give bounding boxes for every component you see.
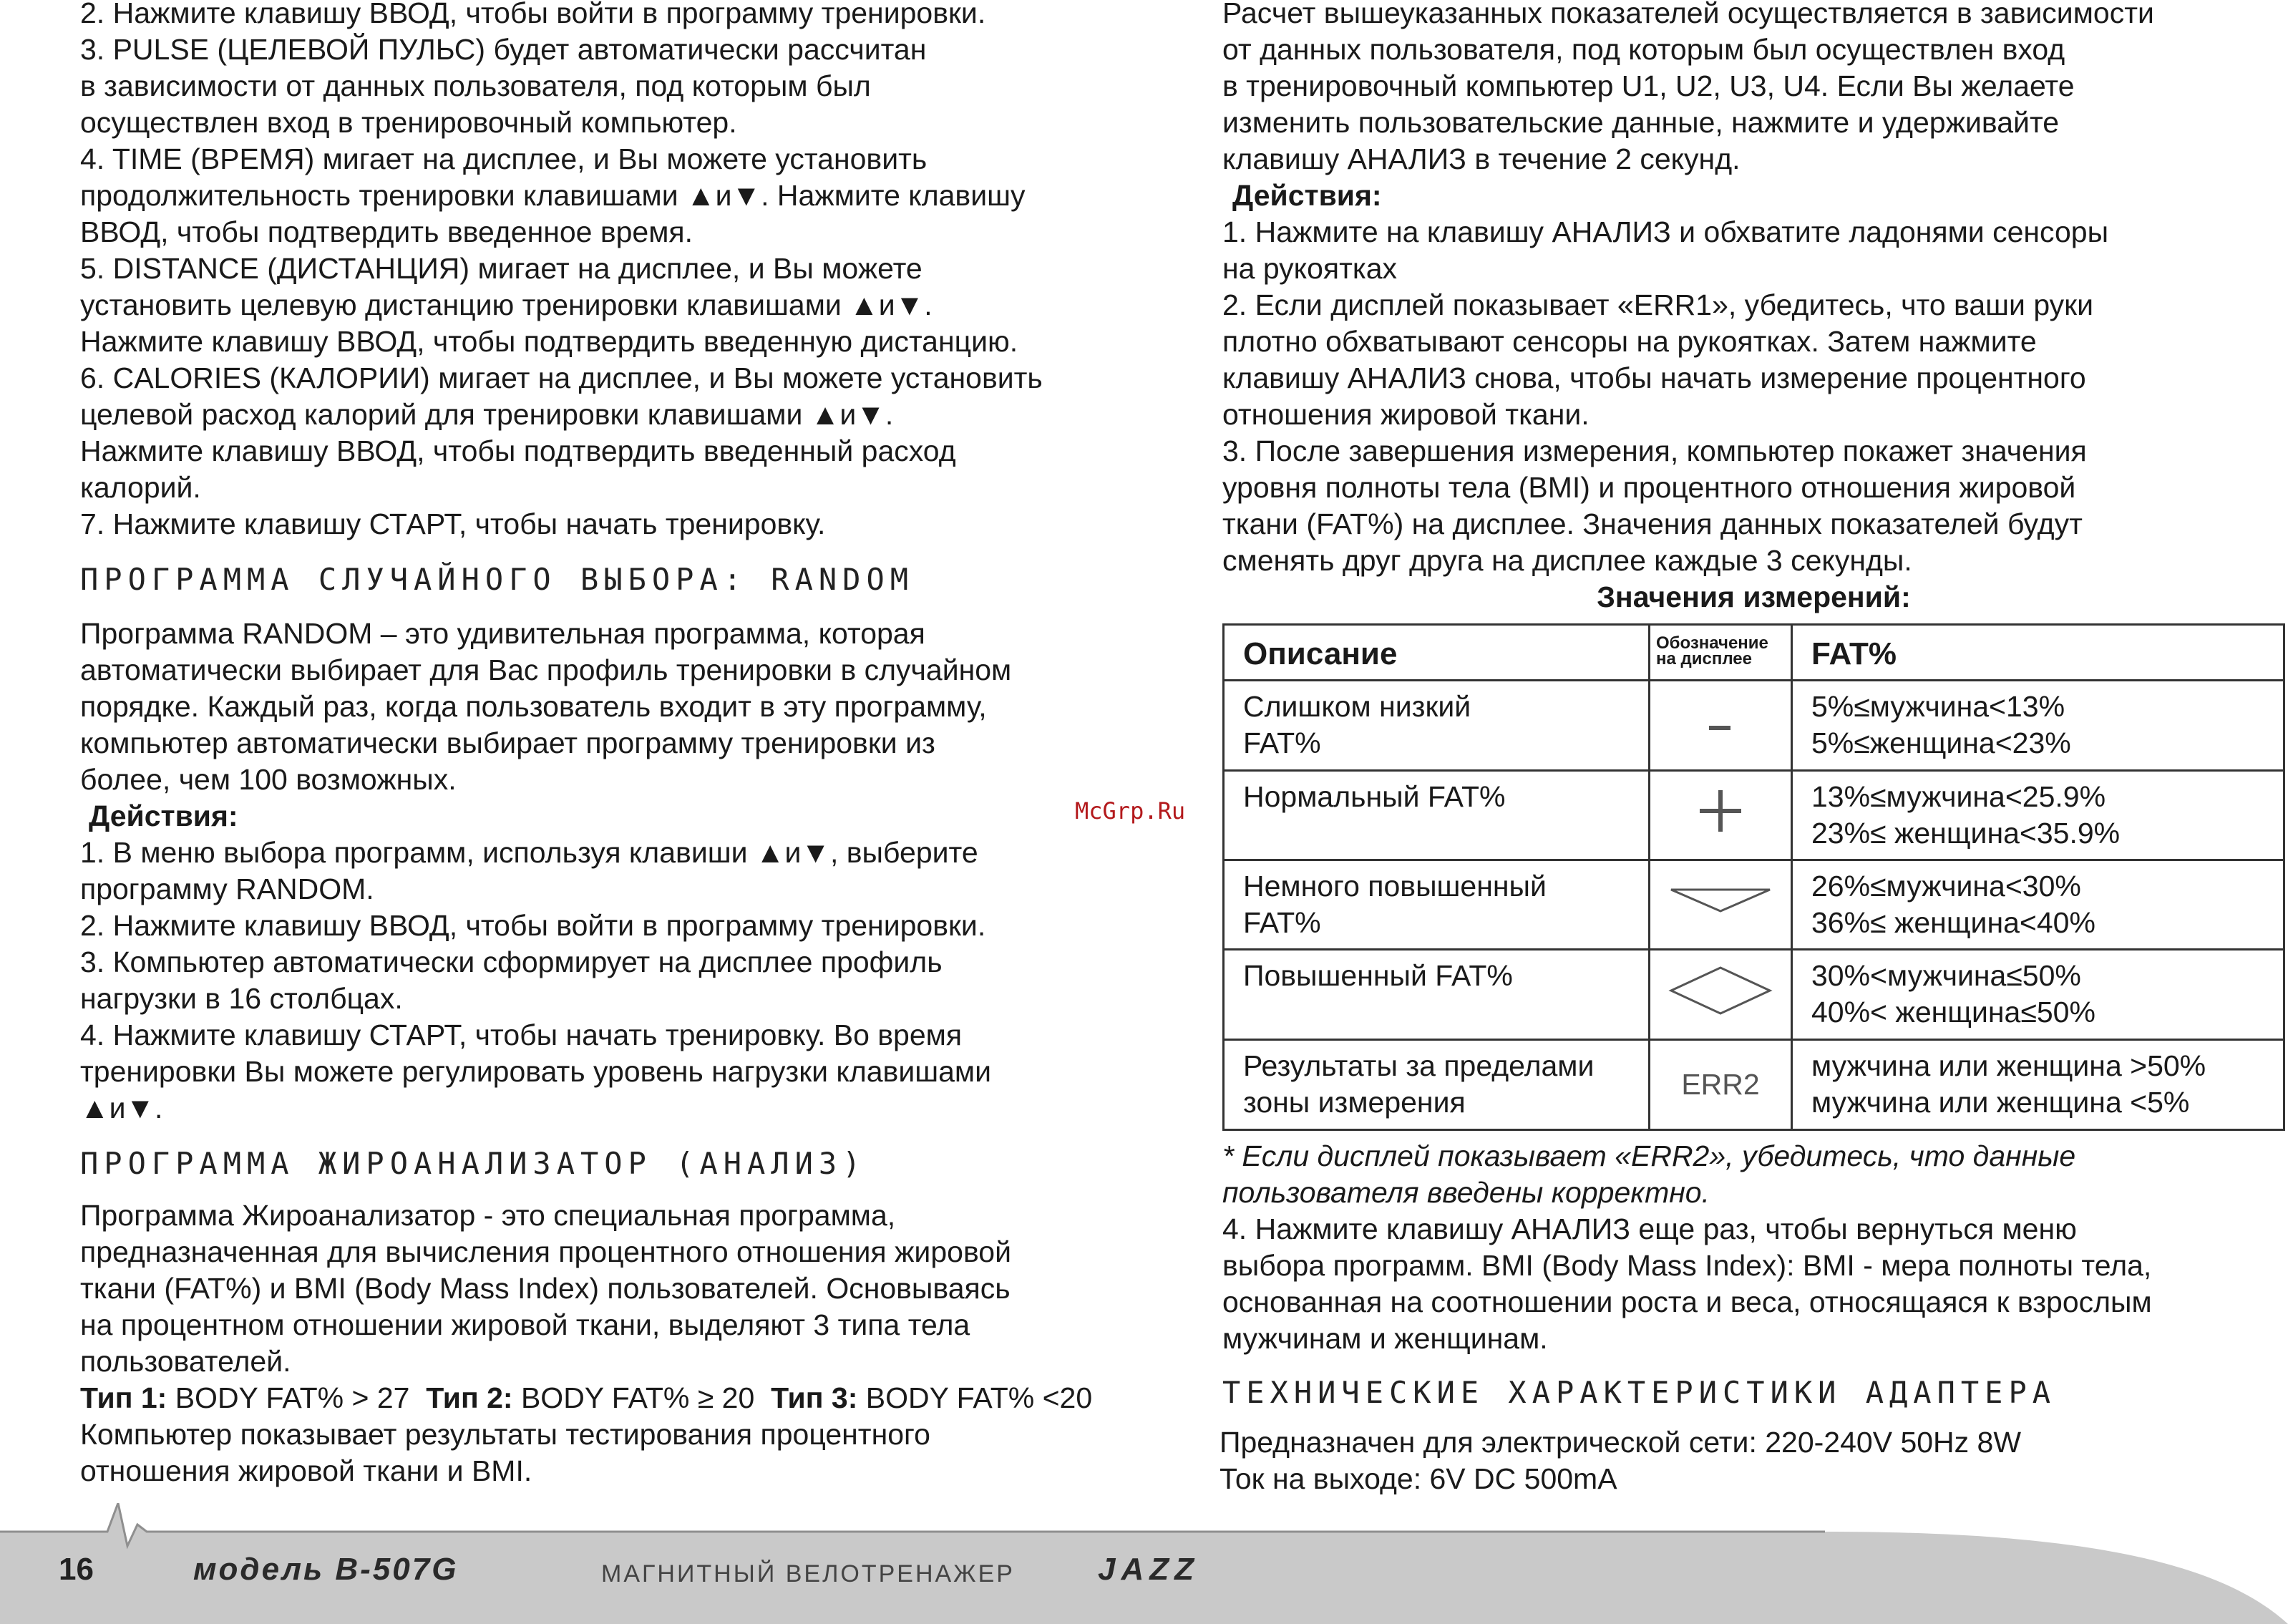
text-line: осуществлен вход в тренировочный компьютер. bbox=[80, 106, 737, 139]
text-line: ткани (FAT%) и BMI (Body Mass Index) пользователей. Основываясь bbox=[80, 1272, 1011, 1305]
text-line: тренировки Вы можете регулировать уровень нагрузки клавишами bbox=[80, 1055, 992, 1088]
text-line: Ток на выходе: 6V DC 500mA bbox=[1220, 1462, 1617, 1495]
fat-line: 13%≤мужчина<25.9% bbox=[1811, 780, 2106, 813]
table-header-row bbox=[1224, 625, 2284, 681]
text-line: основанная на соотношении роста и веса, относящаяся к взрослым bbox=[1222, 1285, 2152, 1318]
row-description bbox=[1224, 860, 1650, 950]
text-line: Программа Жироанализатор - это специальная программа, bbox=[80, 1199, 896, 1232]
type3-text: BODY FAT% <20 bbox=[857, 1381, 1093, 1414]
text-line: 2. Нажмите клавишу ВВОД, чтобы войти в программу тренировки. bbox=[80, 0, 986, 29]
text-line: ▲и▼. bbox=[80, 1091, 163, 1124]
table-row bbox=[1224, 860, 2284, 950]
note-line: * Если дисплей показывает «ERR2», убедитесь, что данные bbox=[1222, 1139, 2076, 1172]
fat-line: 40%< женщина≤50% bbox=[1811, 996, 2095, 1029]
actions-label: Действия: bbox=[1232, 179, 1382, 212]
text-line: отношения жировой ткани и BMI. bbox=[80, 1454, 532, 1487]
fat-line: 36%≤ женщина<40% bbox=[1811, 906, 2095, 939]
text-line: 7. Нажмите клавишу СТАРТ, чтобы начать тренировку. bbox=[80, 507, 826, 540]
type1-text: BODY FAT% > 27 bbox=[167, 1381, 427, 1414]
fat-line: мужчина или женщина <5% bbox=[1811, 1086, 2190, 1119]
fat-line: 23%≤ женщина<35.9% bbox=[1811, 817, 2121, 850]
text-line: предназначенная для вычисления процентного отношения жировой bbox=[80, 1235, 1011, 1268]
desc-line: Слишком низкий bbox=[1243, 690, 1471, 723]
text-line: выбора программ. BMI (Body Mass Index): BMI - мера полноты тела, bbox=[1222, 1249, 2152, 1282]
text-line: Нажмите клавишу ВВОД, чтобы подтвердить введенную дистанцию. bbox=[80, 325, 1018, 358]
text-line: 5. DISTANCE (ДИСТАНЦИЯ) мигает на дисплее, и Вы можете bbox=[80, 252, 922, 285]
text-line: клавишу АНАЛИЗ снова, чтобы начать измерение процентного bbox=[1222, 361, 2086, 394]
text-line: нагрузки в 16 столбцах. bbox=[80, 982, 403, 1015]
desc-line: Результаты за пределами bbox=[1243, 1049, 1595, 1082]
table-row bbox=[1224, 1040, 2284, 1130]
text-line: 4. Нажмите клавишу СТАРТ, чтобы начать тренировку. Во время bbox=[80, 1018, 963, 1051]
adapter-heading: ТЕХНИЧЕСКИЕ ХАРАКТЕРИСТИКИ АДАПТЕРА bbox=[1222, 1375, 2057, 1410]
product-name: МАГНИТНЫЙ ВЕЛОТРЕНАЖЕР bbox=[601, 1560, 1015, 1587]
text-line: 3. Компьютер автоматически сформирует на дисплее профиль bbox=[80, 945, 943, 978]
text-line: программу RANDOM. bbox=[80, 872, 374, 905]
text-line: порядке. Каждый раз, когда пользователь входит в эту программу, bbox=[80, 690, 987, 723]
type2-text: BODY FAT% ≥ 20 bbox=[512, 1381, 771, 1414]
text-line: на рукоятках bbox=[1222, 252, 1397, 285]
note-line: пользователя введены корректно. bbox=[1222, 1176, 1710, 1209]
type1-label: Тип 1: bbox=[80, 1381, 167, 1414]
text-line: 6. CALORIES (КАЛОРИИ) мигает на дисплее, и Вы можете установить bbox=[80, 361, 1043, 394]
desc-line: зоны измерения bbox=[1243, 1086, 1466, 1119]
triangle-down-symbol-icon bbox=[1650, 860, 1792, 950]
text-line: от данных пользователя, под которым был осуществлен вход bbox=[1222, 33, 2065, 66]
actions-label: Действия: bbox=[89, 799, 238, 832]
text-line: Нажмите клавишу ВВОД, чтобы подтвердить введенный расход bbox=[80, 434, 956, 467]
text-line: калорий. bbox=[80, 471, 201, 504]
row-fat bbox=[1792, 771, 2284, 860]
body-types-line bbox=[80, 1380, 1225, 1416]
fat-analyzer-description bbox=[80, 1197, 1225, 1489]
text-line: на процентном отношении жировой ткани, выделяют 3 типа тела bbox=[80, 1308, 970, 1341]
text-line: отношения жировой ткани. bbox=[1222, 398, 1590, 431]
intro-steps bbox=[80, 0, 1225, 543]
text-line: в зависимости от данных пользователя, под которым был bbox=[80, 69, 871, 102]
text-line: 1. Нажмите на клавишу АНАЛИЗ и обхватите ладонями сенсоры bbox=[1222, 215, 2109, 248]
text-line: 1. В меню выбора программ, используя клавиши ▲и▼, выберите bbox=[80, 836, 978, 869]
text-line: изменить пользовательские данные, нажмите и удерживайте bbox=[1222, 106, 2060, 139]
watermark: McGrp.Ru bbox=[1075, 797, 1186, 825]
text-line: 3. После завершения измерения, компьютер покажет значения bbox=[1222, 434, 2087, 467]
text-line: 3. PULSE (ЦЕЛЕВОЙ ПУЛЬС) будет автоматически рассчитан bbox=[80, 33, 927, 66]
text-line: в тренировочный компьютер U1, U2, U3, U4. Если Вы желаете bbox=[1222, 69, 2075, 102]
right-intro bbox=[1222, 0, 2288, 616]
minus-symbol-icon bbox=[1650, 681, 1792, 771]
desc-line: Немного повышенный bbox=[1243, 870, 1547, 903]
fat-line: мужчина или женщина >50% bbox=[1811, 1049, 2206, 1082]
page-number: 16 bbox=[59, 1552, 94, 1587]
diamond-symbol-icon bbox=[1650, 950, 1792, 1040]
text-line: 4. Нажмите клавишу АНАЛИЗ еще раз, чтобы вернуться меню bbox=[1222, 1212, 2077, 1245]
table-row bbox=[1224, 681, 2284, 771]
text-line: Расчет вышеуказанных показателей осуществляется в зависимости bbox=[1222, 0, 2154, 29]
text-line: мужчинам и женщинам. bbox=[1222, 1322, 1548, 1355]
text-line: ткани (FAT%) на дисплее. Значения данных показателей будут bbox=[1222, 507, 2083, 540]
adapter-specs bbox=[1220, 1424, 2279, 1497]
header-fat: FAT% bbox=[1792, 625, 2284, 681]
text-line: более, чем 100 возможных. bbox=[80, 763, 457, 796]
text-line: пользователей. bbox=[80, 1345, 291, 1378]
text-line: сменять друг друга на дисплее каждые 3 секунды. bbox=[1222, 544, 1912, 577]
row-description bbox=[1224, 1040, 1650, 1130]
fat-line: 26%≤мужчина<30% bbox=[1811, 870, 2081, 903]
table-caption: Значения измерений: bbox=[1597, 580, 1911, 613]
brand-logo: JAZZ bbox=[1098, 1552, 1199, 1587]
text-line: Программа RANDOM – это удивительная программа, которая bbox=[80, 617, 925, 650]
header-display-symbol: Обозначение на дисплее bbox=[1650, 625, 1792, 681]
err2-symbol: ERR2 bbox=[1650, 1040, 1792, 1130]
text-line: целевой расход калорий для тренировки клавишами ▲и▼. bbox=[80, 398, 894, 431]
plus-symbol-icon bbox=[1650, 771, 1792, 860]
fat-analyzer-heading: ПРОГРАММА ЖИРОАНАЛИЗАТОР (АНАЛИЗ) bbox=[80, 1146, 867, 1181]
text-line: автоматически выбирает для Вас профиль тренировки в случайном bbox=[80, 653, 1012, 686]
row-fat bbox=[1792, 950, 2284, 1040]
row-fat bbox=[1792, 860, 2284, 950]
text-line: Компьютер показывает результаты тестирования процентного bbox=[80, 1418, 930, 1451]
text-line: 2. Нажмите клавишу ВВОД, чтобы войти в программу тренировки. bbox=[80, 909, 986, 942]
type2-label: Тип 2: bbox=[426, 1381, 513, 1414]
header-description: Описание bbox=[1224, 625, 1650, 681]
row-description bbox=[1224, 771, 1650, 860]
text-line: компьютер автоматически выбирает программу тренировки из bbox=[80, 726, 935, 759]
fat-line: 5%≤женщина<23% bbox=[1811, 726, 2071, 759]
text-line: плотно обхватывают сенсоры на рукоятках. Затем нажмите bbox=[1222, 325, 2037, 358]
table-row bbox=[1224, 950, 2284, 1040]
row-fat bbox=[1792, 681, 2284, 771]
text-line: ВВОД, чтобы подтвердить введенное время. bbox=[80, 215, 693, 248]
row-description bbox=[1224, 681, 1650, 771]
model-label: модель B-507G bbox=[193, 1552, 459, 1587]
desc-line: FAT% bbox=[1243, 726, 1321, 759]
text-line: Предназначен для электрической сети: 220-240V 50Hz 8W bbox=[1220, 1426, 2022, 1459]
fat-line: 30%<мужчина≤50% bbox=[1811, 959, 2081, 992]
type3-label: Тип 3: bbox=[771, 1381, 858, 1414]
fat-line: 5%≤мужчина<13% bbox=[1811, 690, 2065, 723]
desc-line: FAT% bbox=[1243, 906, 1321, 939]
desc-line: Нормальный FAT% bbox=[1243, 780, 1506, 813]
text-line: продолжительность тренировки клавишами ▲и▼. Нажмите клавишу bbox=[80, 179, 1026, 212]
desc-line: Повышенный FAT% bbox=[1243, 959, 1513, 992]
text-line: клавишу АНАЛИЗ в течение 2 секунд. bbox=[1222, 142, 1741, 175]
random-heading: ПРОГРАММА СЛУЧАЙНОГО ВЫБОРА: RANDOM bbox=[80, 562, 915, 597]
text-line: 4. TIME (ВРЕМЯ) мигает на дисплее, и Вы можете установить bbox=[80, 142, 928, 175]
table-row bbox=[1224, 771, 2284, 860]
row-description bbox=[1224, 950, 1650, 1040]
random-description bbox=[80, 616, 1225, 1127]
text-line: 2. Если дисплей показывает «ERR1», убедитесь, что ваши руки bbox=[1222, 288, 2094, 321]
row-fat bbox=[1792, 1040, 2284, 1130]
text-line: установить целевую дистанцию тренировки клавишами ▲и▼. bbox=[80, 288, 933, 321]
measurement-table bbox=[1222, 623, 2285, 1131]
text-line: уровня полноты тела (BMI) и процентного отношения жировой bbox=[1222, 471, 2076, 504]
right-after-table bbox=[1222, 1138, 2282, 1357]
